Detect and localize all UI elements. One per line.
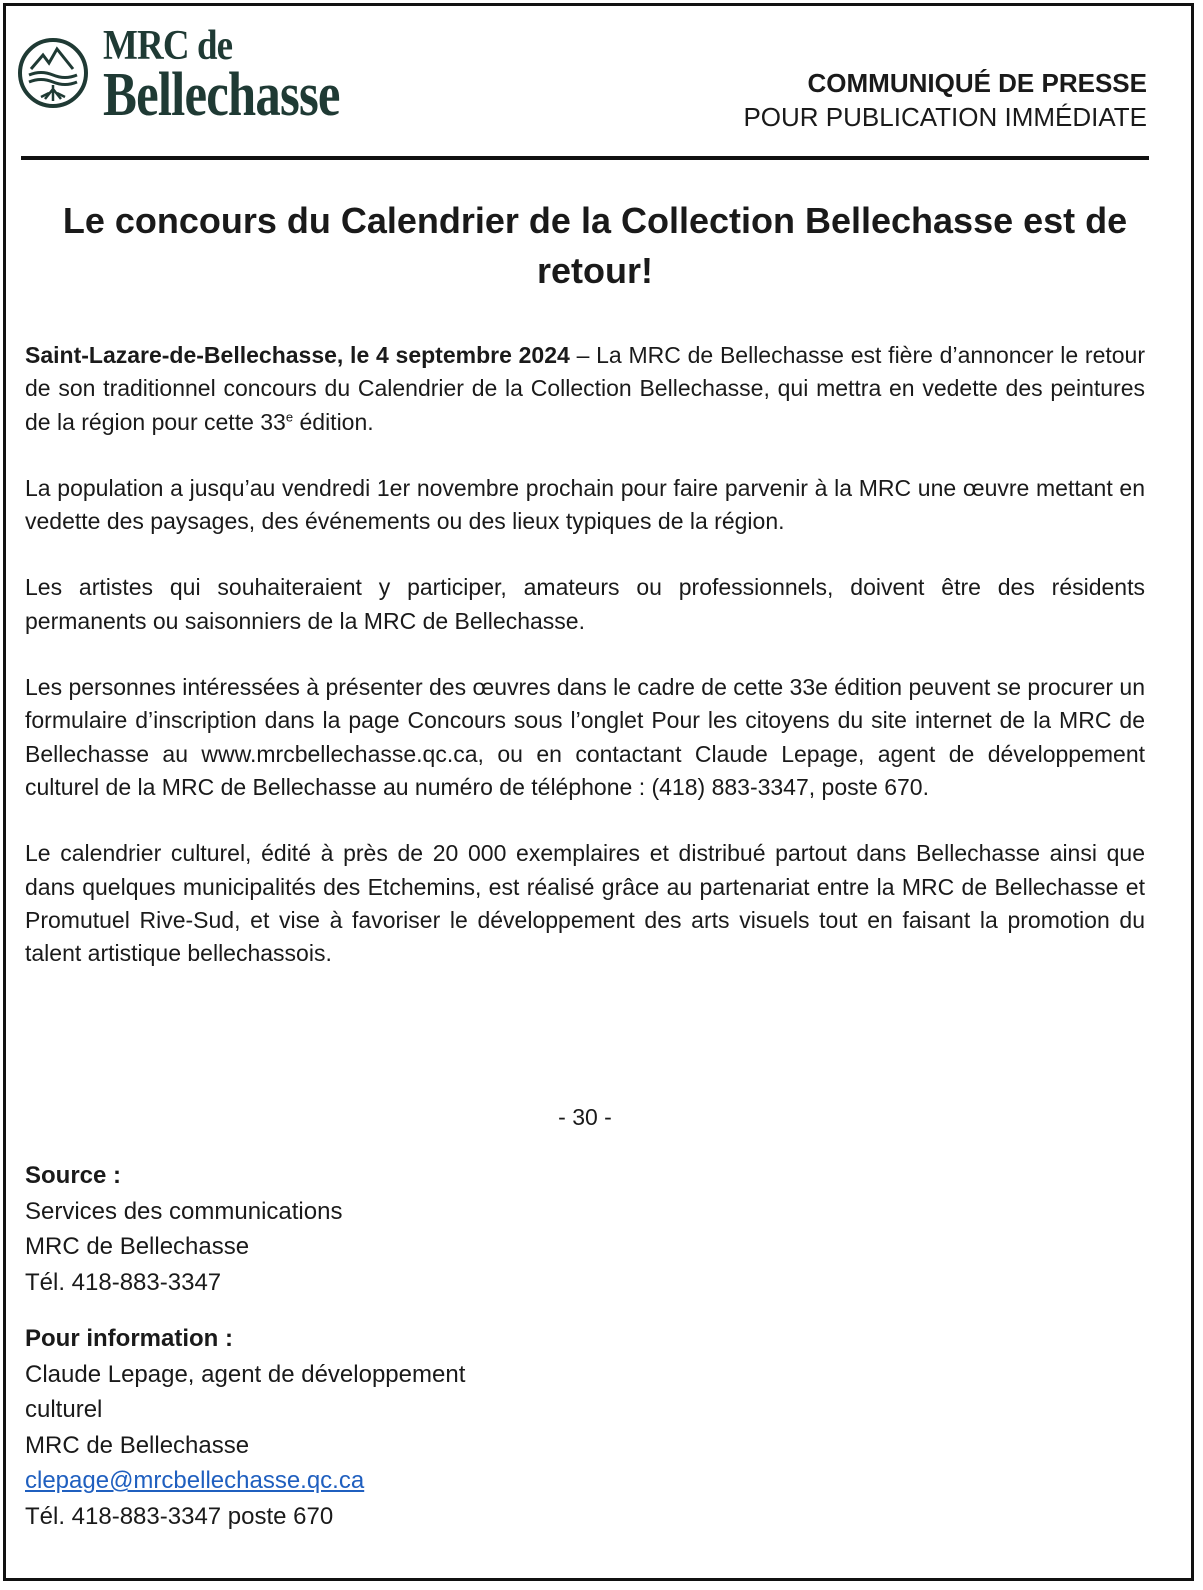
dateline: Saint-Lazare-de-Bellechasse, le 4 septembre 2024 [25, 342, 570, 368]
press-body [25, 339, 1145, 1003]
intro-text-end: édition. [293, 408, 374, 435]
bellechasse-emblem-icon [15, 25, 95, 125]
logo-text-mrc: MRC de [103, 23, 233, 69]
header-divider [21, 156, 1149, 160]
paragraph-registration: Les personnes intéressées à présenter des œuvres dans le cadre de cette 33e édition peuvent se procurer un formulaire d’inscription dans la page Concours sous l’onglet Pour les citoyens du site internet de la MRC de Bellechasse au www.mrcbellechasse.qc.ca, ou en contactant Claude Lepage, agent de développement culturel de la MRC de Bellechasse au numéro de téléphone : (418) 883-3347, poste 670. [25, 674, 1146, 800]
logo-text-bellechasse: Bellechasse [103, 61, 340, 129]
contact-phone: Tél. 418-883-3347 poste 670 [25, 1502, 334, 1530]
press-release-label: COMMUNIQUÉ DE PRESSE [807, 68, 1147, 98]
paragraph-eligibility: Les artistes qui souhaiteraient y participer, amateurs ou professionnels, doivent être des résidents permanents ou saisonniers de la MRC de Bellechasse. [25, 574, 1145, 634]
press-title: Le concours du Calendrier de la Collection Bellechasse est de retour! [62, 200, 1128, 291]
contact-email-link[interactable]: clepage@mrcbellechasse.qc.ca [25, 1467, 365, 1494]
paragraph-deadline: La population a jusqu’au vendredi 1er novembre prochain pour faire parvenir à la MRC une œuvre mettant en vedette des paysages, des événements ou des lieux typiques de la région. [25, 474, 1145, 535]
info-label: Pour information : [25, 1325, 233, 1352]
mrc-logo [15, 20, 395, 130]
immediate-release-label: POUR PUBLICATION IMMÉDIATE [743, 102, 1147, 132]
press-heading [743, 66, 1147, 134]
source-block [25, 1158, 342, 1300]
end-mark: - 30 - [558, 1104, 612, 1130]
edition-superscript: e [285, 408, 294, 424]
source-phone: Tél. 418-883-3347 [25, 1268, 222, 1296]
source-line: MRC de Bellechasse [25, 1233, 250, 1260]
source-label: Source : [25, 1162, 122, 1189]
paragraph-intro [25, 339, 1145, 439]
contact-role: culturel [25, 1396, 103, 1423]
source-line: Services des communications [25, 1197, 343, 1225]
intro-text: – La MRC de Bellechasse est fière d’annoncer le retour de son traditionnel concours du Calendrier de la Collection Bellechasse, qui mettra en vedette des peintures de la région pour cette 33 [25, 342, 1145, 435]
contact-org: MRC de Bellechasse [25, 1431, 250, 1459]
paragraph-calendar: Le calendrier culturel, édité à près de 20 000 exemplaires et distribué partout dans Bellechasse ainsi que dans quelques municipalités des Etchemins, est réalisé grâce au partenariat entre la MRC de Bellechasse et Promutuel Rive-Sud, et vise à favoriser le développement des arts visuels tout en faisant la promotion du talent artistique bellechassois. [25, 840, 1145, 967]
contact-name: Claude Lepage, agent de développement [25, 1360, 466, 1388]
info-block [25, 1321, 465, 1534]
